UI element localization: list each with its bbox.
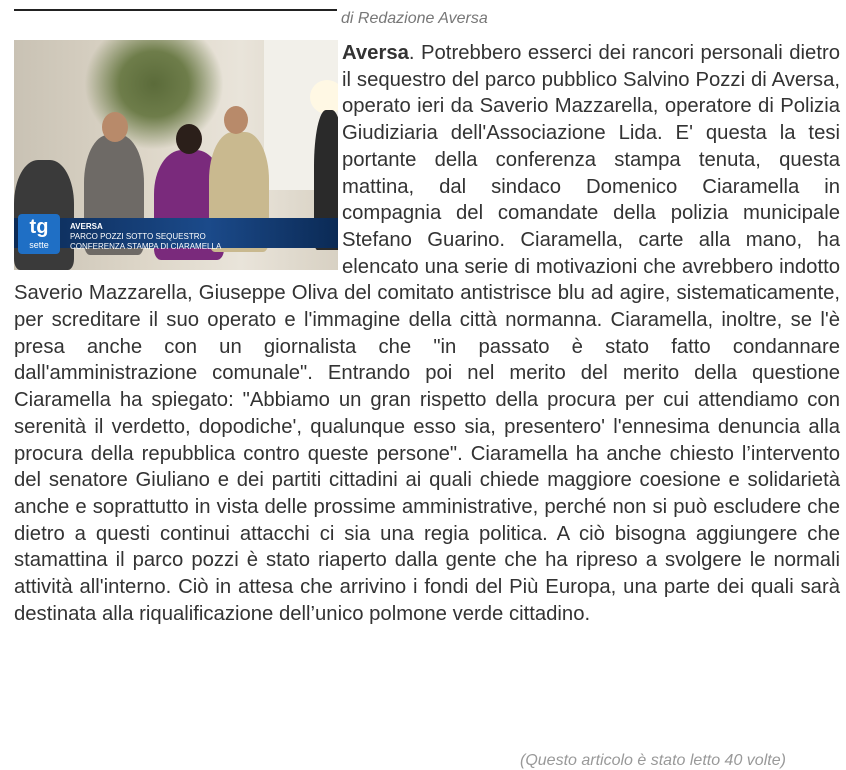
article-body xyxy=(14,40,840,627)
tv-logo: tg sette xyxy=(18,214,60,254)
tv-caption-title: PARCO POZZI SOTTO SEQUESTRO xyxy=(70,232,206,241)
article-byline: di Redazione Aversa xyxy=(341,10,488,27)
article-lead-word: Aversa xyxy=(342,42,409,64)
article-photo xyxy=(14,40,338,270)
tv-caption-location: AVERSA xyxy=(70,222,103,231)
tv-caption-subtitle: CONFERENZA STAMPA DI CIARAMELLA xyxy=(70,242,222,251)
article-text: . Potrebbero esserci dei rancori personali dietro il sequestro del parco pubblico Salvino Pozzi di Aversa, operato ieri da Saverio Mazzarella, operatore di Polizia Giudiziaria dell'Associazione Lida. E' questa la tesi portante della conferenza stampa tenuta, questa mattina, dal sindaco Domenico Ciaramella in compagnia del comandate della polizia municipale Stefano Guarino. Ciaramella, carte alla mano, ha elencato una serie di motivazioni che avrebbero indotto Saverio Mazzarella, Giuseppe Oliva del comitato antistrisce blu ad agire, sistematicamente, per screditare il suo operato e l'immagine della città normanna. Ciaramella, inoltre, se l'è presa anche con un giornalista che "in passato è stato fatto condannare dall'amministrazione comunale". Entrando poi nel merito del merito della questione Ciaramella ha spiegato: "Abbiamo un gran rispetto della procura per cui attendiamo con serenità il verdetto, dopodiche', qualunque esso sia, presentero' l'ennesima denuncia alla procura della repubblica contro queste persone". Ciaramella ha anche chiesto l’intervento del senatore Giuliano e dei partiti cittadini ai quali chiede maggiore coesione e solidarietà anche e soprattutto in vista delle prossime amministrative, perché non si può escludere che dietro a questi continui attacchi ci sia una regia politica. A ciò bisogna aggiungere che stamattina il parco pozzi è stato riaperto dalla gente che ha ripreso a svolgere le normali attività all'interno. Ciò in attesa che arrivino i fondi del Più Europa, una parte dei quali sarà destinata alla riqualificazione dell’unico polmone verde cittadino. xyxy=(14,42,840,625)
header-divider xyxy=(14,9,337,11)
read-count-note: (Questo articolo è stato letto 40 volte) xyxy=(520,752,786,769)
